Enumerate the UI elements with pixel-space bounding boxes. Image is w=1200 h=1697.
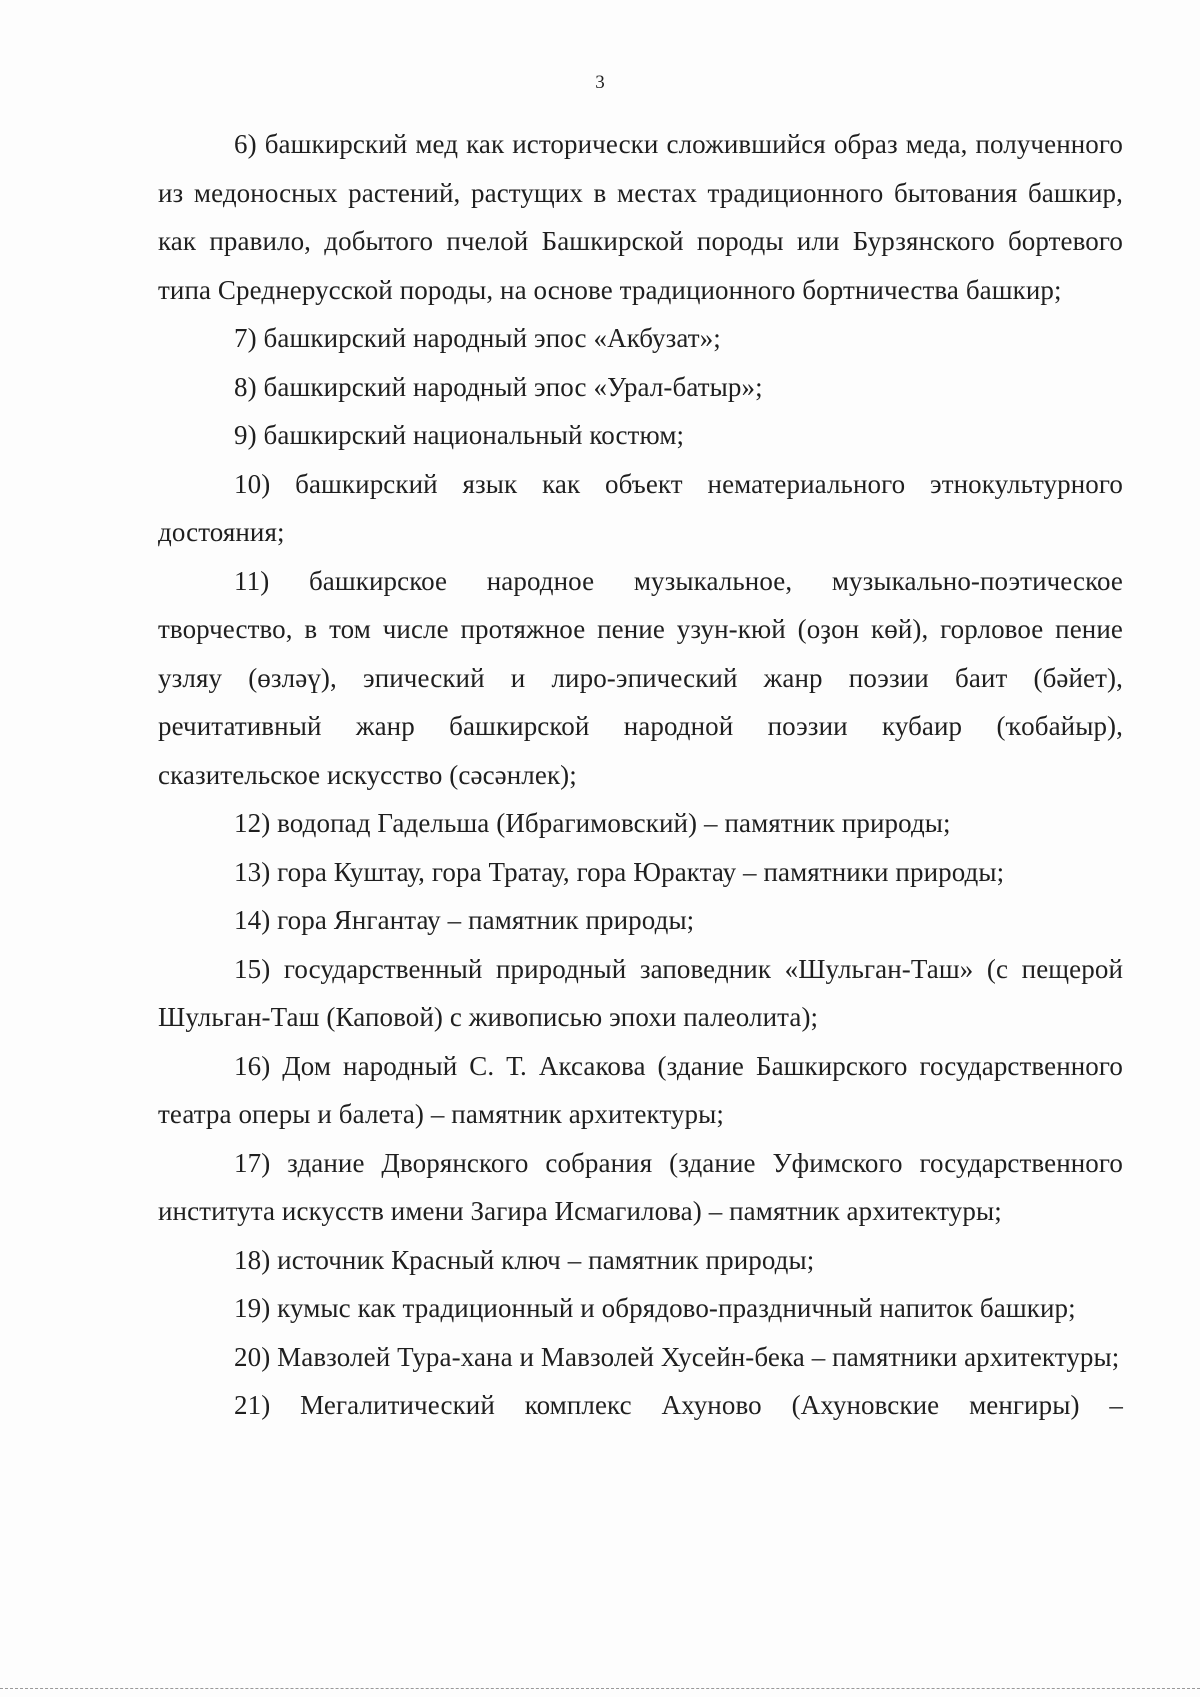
- list-item: 11) башкирское народное музыкальное, музыкально-поэтическое творчество, в том числе протяжное пение узун-кюй (оҙон көй), горловое пение узляу (өзләү), эпический и лиро-эпический жанр поэзии баит (бәйет), речитативный жанр башкирской народной поэзии кубаир (ҡобайыр), сказительское искусство (сәсәнлек);: [158, 565, 1123, 790]
- page-number: 3: [595, 72, 605, 93]
- list-item: 20) Мавзолей Тура-хана и Мавзолей Хусейн-бека – памятники архитектуры;: [234, 1341, 1120, 1372]
- list-item: 6) башкирский мед как исторически сложившийся образ меда, полученного из медоносных растений, растущих в местах традиционного бытования башкир, как правило, добытого пчелой Башкирской породы или Бурзянского бортевого типа Среднерусской породы, на основе традиционного бортничества башкир;: [158, 129, 1123, 305]
- list-item: 14) гора Янгантау – памятник природы;: [234, 905, 695, 935]
- page-bottom-edge: [0, 1688, 1200, 1689]
- list-item: 18) источник Красный ключ – памятник природы;: [234, 1244, 815, 1275]
- list-item: 9) башкирский национальный костюм;: [234, 420, 685, 450]
- list-item: 19) кумыс как традиционный и обрядово-праздничный напиток башкир;: [234, 1293, 1076, 1323]
- list-item: 15) государственный природный заповедник «Шульган-Таш» (с пещерой Шульган-Таш (Каповой) с живописью эпохи палеолита);: [158, 953, 1123, 1032]
- list-item: 13) гора Куштау, гора Тратау, гора Юрактау – памятники природы;: [234, 856, 1005, 887]
- list-item: 7) башкирский народный эпос «Акбузат»;: [234, 323, 721, 353]
- list-item: 10) башкирский язык как объект нематериального этнокультурного достояния;: [158, 468, 1123, 547]
- list-item: 12) водопад Гадельша (Ибрагимовский) – памятник природы;: [234, 808, 951, 838]
- list-item: 17) здание Дворянского собрания (здание Уфимского государственного института искусств имени Загира Исмагилова) – памятник архитектуры;: [158, 1147, 1123, 1226]
- document-body: [158, 120, 1123, 1430]
- list-item: 21) Мегалитический комплекс Ахуново (Ахуновские менгиры) –: [234, 1390, 1123, 1420]
- list-item: 16) Дом народный С. Т. Аксакова (здание Башкирского государственного театра оперы и балета) – памятник архитектуры;: [158, 1050, 1123, 1129]
- list-item: 8) башкирский народный эпос «Урал-батыр»;: [234, 371, 763, 402]
